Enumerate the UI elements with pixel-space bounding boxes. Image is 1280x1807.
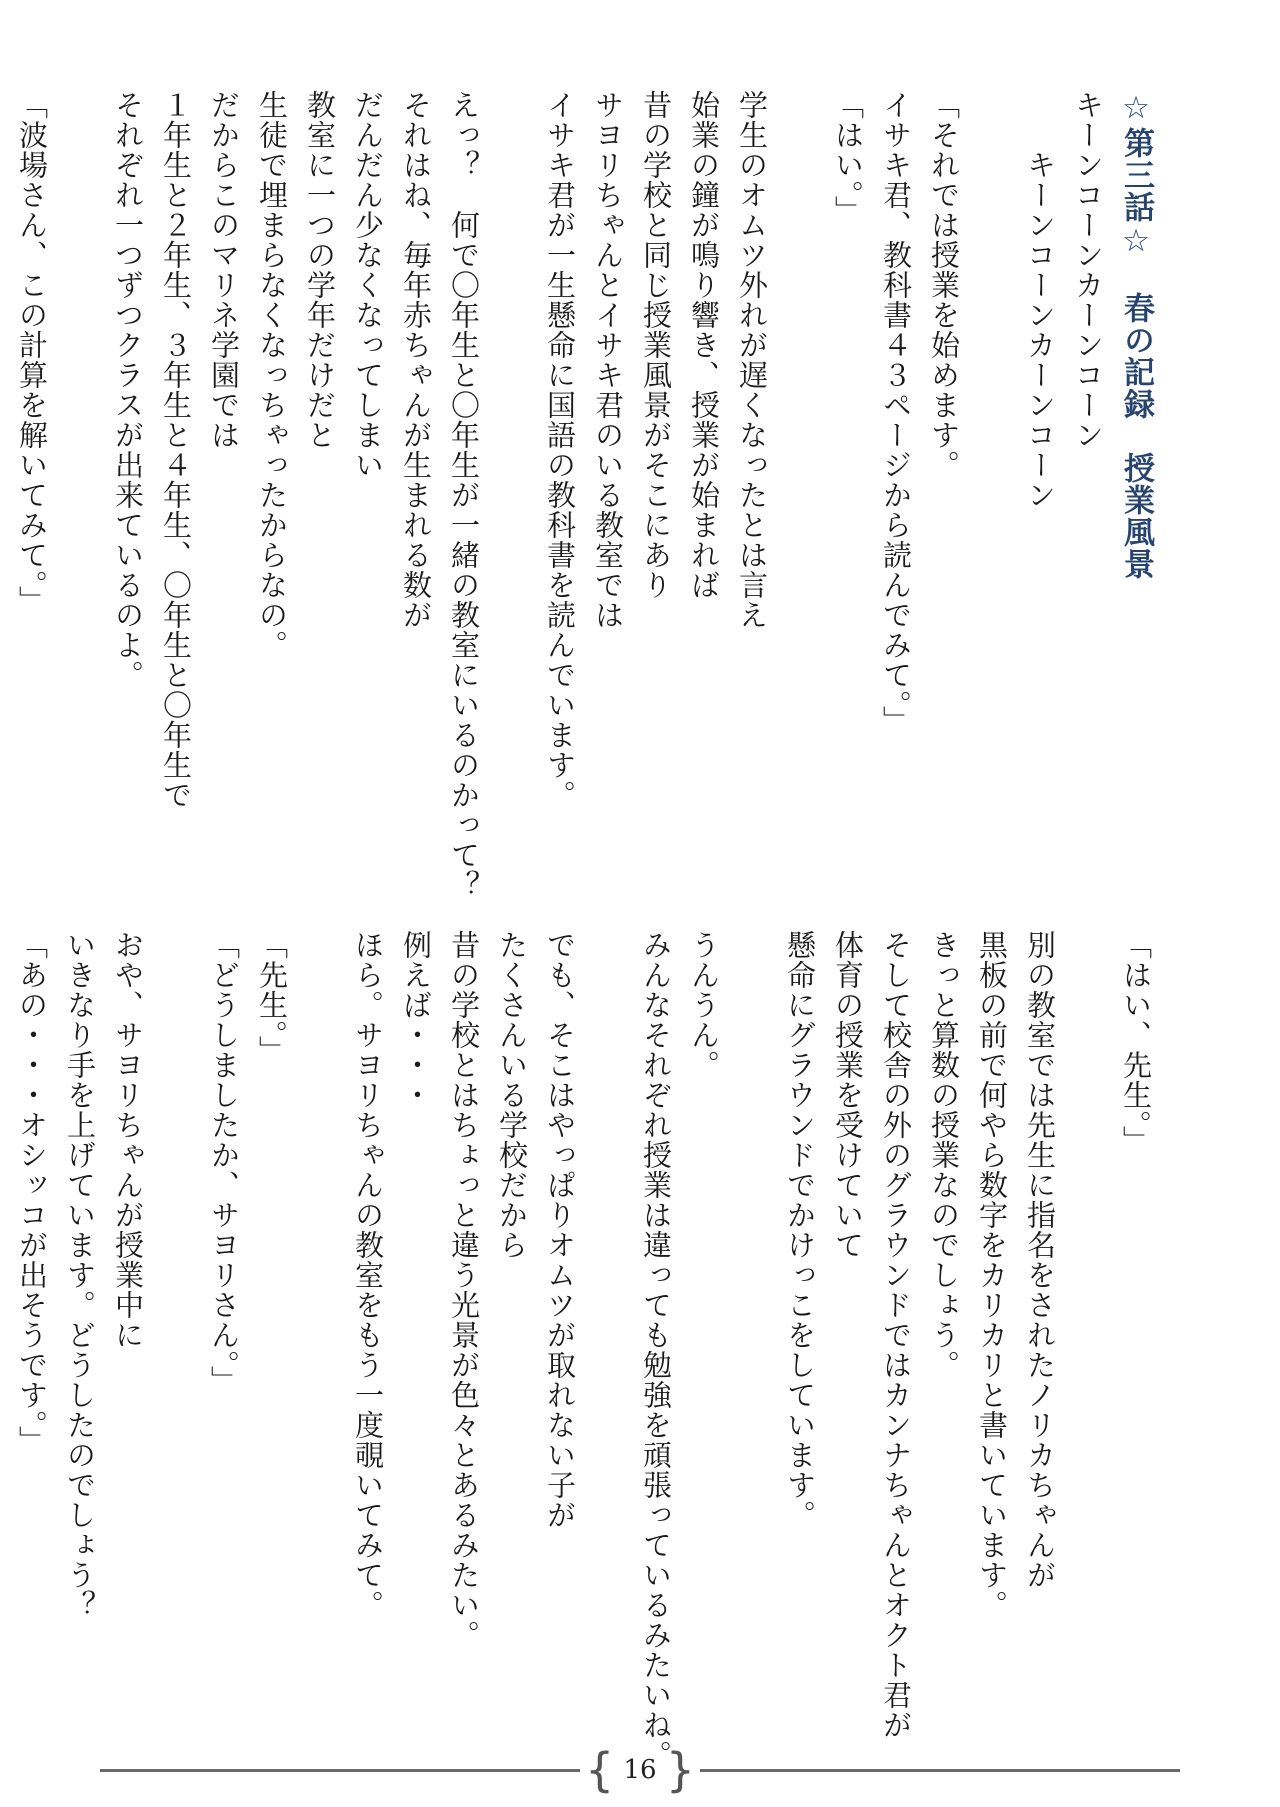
text-line: イサキ君、教科書４３ページから読んでみて。」 [879,90,913,736]
page-footer [100,1740,1180,1800]
text-line: 教室に一つの学年だけだと [303,90,337,450]
chapter-title: ☆第三話☆ 春の記録 授業風景 [1118,90,1154,580]
text-line: 生徒で埋まらなくなっちゃったからなの。 [255,90,289,660]
text-line [968,90,1016,910]
text-line: ほら。サヨリちゃんの教室をもう一度覗いてみて。 [351,930,385,1620]
text-line: えっ？ 何で〇年生と〇年生が一緒の教室にいるのかって？ [447,90,481,900]
text-line: １年生と２年生、３年生と４年生、〇年生と〇年生で [159,90,193,810]
text-line: きっと算数の授業なのでしょう。 [927,930,961,1380]
text-line: 黒板の前で何やら数字をカリカリと書いています。 [975,930,1009,1620]
text-line: 始業の鐘が鳴り響き、授業が始まれば [687,90,721,600]
text-line: それはね、毎年赤ちゃんが生まれる数が [399,90,433,630]
text-line: 「波場さん、この計算を解いてみて。」 [15,90,49,616]
text-line: 昔の学校と同じ授業風景がそこにあり [639,90,673,600]
text-line [296,930,344,1690]
text-line: 「あの・・・オシッコが出そうです。」 [15,930,49,1456]
text-line: キーンコーンカーンコーン [1071,90,1105,450]
text-line: 懸命にグラウンドでかけっこをしています。 [783,930,817,1530]
text-line [776,90,824,910]
text-line: だからこのマリネ学園では [207,90,241,450]
text-line [728,930,776,1690]
text-line: キーンコーンカーンコーン [1023,90,1057,510]
page-number: 16 [623,1755,657,1785]
text-line: 「はい、先生。」 [1119,930,1153,1156]
text-line: たくさんいる学校だから [495,930,529,1260]
text-line: うんうん。 [687,930,721,1080]
text-line [488,90,536,910]
text-line: みんなそれぞれ授業は違っても勉強を頑張っているみたいね。 [639,930,673,1770]
brace-open: { [585,1743,615,1797]
text-line: 体育の授業を受けていて [831,930,865,1260]
text-line: 学生のオムツ外れが遅くなったとは言え [735,90,769,630]
text-line: そして校舎の外のグラウンドではカンナちゃんとオクト君が [879,930,913,1740]
footer-rule-right [700,1769,1180,1772]
text-line [152,930,200,1690]
brace-close: } [665,1743,695,1797]
text-line: おや、サヨリちゃんが授業中に [111,930,145,1350]
text-line: 「はい。」 [831,90,865,226]
text-line: いきなり手を上げています。どうしたのでしょう？ [63,930,97,1620]
text-line: でも、そこはやっぱりオムツが取れない子が [543,930,577,1530]
text-line [584,930,632,1690]
text-line: それぞれ一つずつクラスが出来ているのよ。 [111,90,145,690]
text-line: 「どうしましたか、サヨリさん。」 [207,930,241,1396]
top-text-block [8,90,1160,910]
text-line: サヨリちゃんとイサキ君のいる教室では [591,90,625,630]
text-line: 昔の学校とはちょっと違う光景が色々とあるみたい。 [447,930,481,1650]
text-line: 例えば・・・ [399,930,433,1110]
text-line: だんだん少なくなってしまい [351,90,385,480]
text-line: 「それでは授業を始めます。 [927,90,961,480]
text-line: 別の教室では先生に指名をされたノリカちゃんが [1023,930,1057,1590]
text-line [56,90,104,910]
text-line [1064,930,1112,1690]
text-line: イサキ君が一生懸命に国語の教科書を読んでいます。 [543,90,577,810]
text-line: 「先生。」 [255,930,289,1066]
